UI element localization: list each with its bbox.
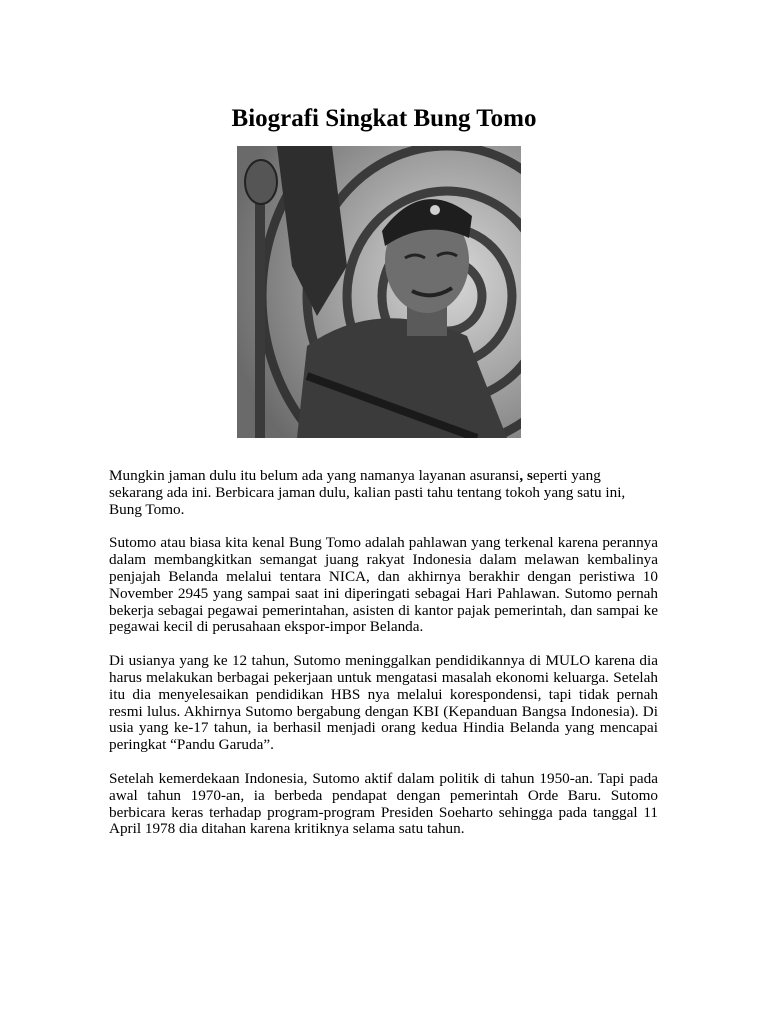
paragraph-4: Setelah kemerdekaan Indonesia, Sutomo aktif dalam politik di tahun 1950-an. Tapi pada awal tahun 1970-an, ia berbeda pendapat dengan pemerintah Orde Baru. Sutomo berbicara keras terhadap program-program Presiden Soeharto sehingga pada tanggal 11 April 1978 dia ditahan karena kritiknya selama satu tahun. (109, 769, 658, 838)
body-text (109, 468, 658, 855)
paragraph-2: Sutomo atau biasa kita kenal Bung Tomo adalah pahlawan yang terkenal karena perannya dalam membangkitkan semangat juang rakyat Indonesia dalam melawan kembalinya penjajah Belanda melalui tentara NICA, dan akhirnya berakhir dengan peristiwa 10 November 2945 yang sampai saat ini diperingati sebagai Hari Pahlawan. Sutomo pernah bekerja sebagai pegawai pemerintahan, asisten di kantor pajak pemerintah, dan sampai ke pegawai kecil di perusahaan ekspor-impor Belanda. (109, 534, 658, 636)
paragraph-1-part-a: Mungkin jaman dulu itu belum ada yang namanya layanan asuransi (109, 467, 520, 484)
paragraph-1 (109, 468, 658, 518)
document-title: Biografi Singkat Bung Tomo (231, 105, 537, 132)
paragraph-1-part-b: eperti yang sekarang ada ini. Berbicara jaman dulu, kalian pasti tahu tentang tokoh yang satu ini, Bung Tomo. (109, 467, 626, 518)
paragraph-1-bold: , s (519, 467, 533, 484)
bung-tomo-photo (237, 146, 521, 438)
photo-illustration (237, 146, 521, 438)
paragraph-3: Di usianya yang ke 12 tahun, Sutomo meninggalkan pendidikannya di MULO karena dia harus melakukan berbagai pekerjaan untuk mengatasi masalah ekonomi keluarga. Setelah itu dia menyelesaikan pendidikan HBS nya melalui korespondensi, tapi tidak pernah resmi lulus. Akhirnya Sutomo bergabung dengan KBI (Kepanduan Bangsa Indonesia). Di usia yang ke-17 tahun, ia berhasil menjadi orang kedua Hindia Belanda yang mencapai peringkat “Pandu Garuda”. (109, 652, 658, 754)
